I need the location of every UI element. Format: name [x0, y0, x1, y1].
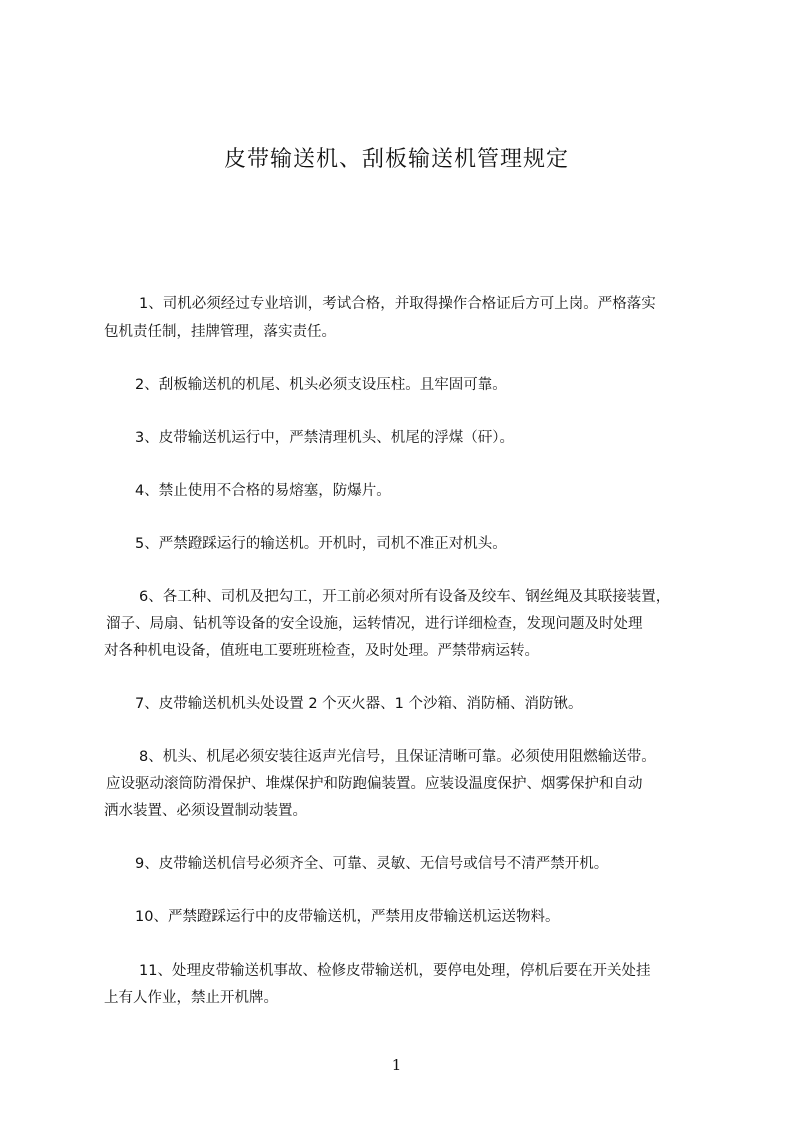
rule-4-line-1: 4、禁止使用不合格的易熔塞，防爆片。: [135, 483, 391, 499]
rule-3-line-1: 3、皮带输送机运行中，严禁清理机头、机尾的浮煤（矸）。: [135, 430, 514, 446]
rule-1-line-1: 1、司机必须经过专业培训，考试合格，并取得操作合格证后方可上岗。严格落实: [139, 296, 656, 312]
rule-8-line-2: 应设驱动滚筒防滑保护、堆煤保护和防跑偏装置。应装设温度保护、烟雾保护和自动: [106, 776, 643, 792]
page-number: 1: [391, 1056, 402, 1074]
document-title: 皮带输送机、刮板输送机管理规定: [223, 147, 569, 172]
rule-11-line-2: 上有人作业，禁止开机牌。: [104, 990, 278, 1006]
rule-7-line-1: 7、皮带输送机机头处设置 2 个灭火器、1 个沙箱、消防桶、消防锹。: [135, 696, 583, 712]
rule-6-line-1: 6、各工种、司机及把勾工，开工前必须对所有设备及绞车、钢丝绳及其联接装置，: [139, 589, 671, 605]
rule-1-line-2: 包机责任制，挂牌管理，落实责任。: [104, 324, 336, 340]
rule-10-line-1: 10、严禁蹬踩运行中的皮带输送机，严禁用皮带输送机运送物料。: [135, 909, 560, 925]
rule-5-line-1: 5、严禁蹬踩运行的输送机。开机时，司机不准正对机头。: [135, 536, 507, 552]
rule-2-line-1: 2、刮板输送机的机尾、机头必须支设压柱。且牢固可靠。: [135, 377, 507, 393]
rule-9-line-1: 9、皮带输送机信号必须齐全、可靠、灵敏、无信号或信号不清严禁开机。: [135, 856, 609, 872]
rule-8-line-3: 洒水装置、必须设置制动装置。: [104, 803, 307, 819]
rule-11-line-1: 11、处理皮带输送机事故、检修皮带输送机，要停电处理，停机后要在开关处挂: [139, 963, 651, 979]
rule-6-line-2: 溜子、局扇、钻机等设备的安全设施，运转情况，进行详细检查，发现问题及时处理: [106, 616, 643, 632]
rule-8-line-1: 8、机头、机尾必须安装往返声光信号，且保证清晰可靠。必须使用阻燃输送带。: [139, 749, 656, 765]
rule-6-line-3: 对各种机电设备，值班电工要班班检查，及时处理。严禁带病运转。: [104, 643, 539, 659]
